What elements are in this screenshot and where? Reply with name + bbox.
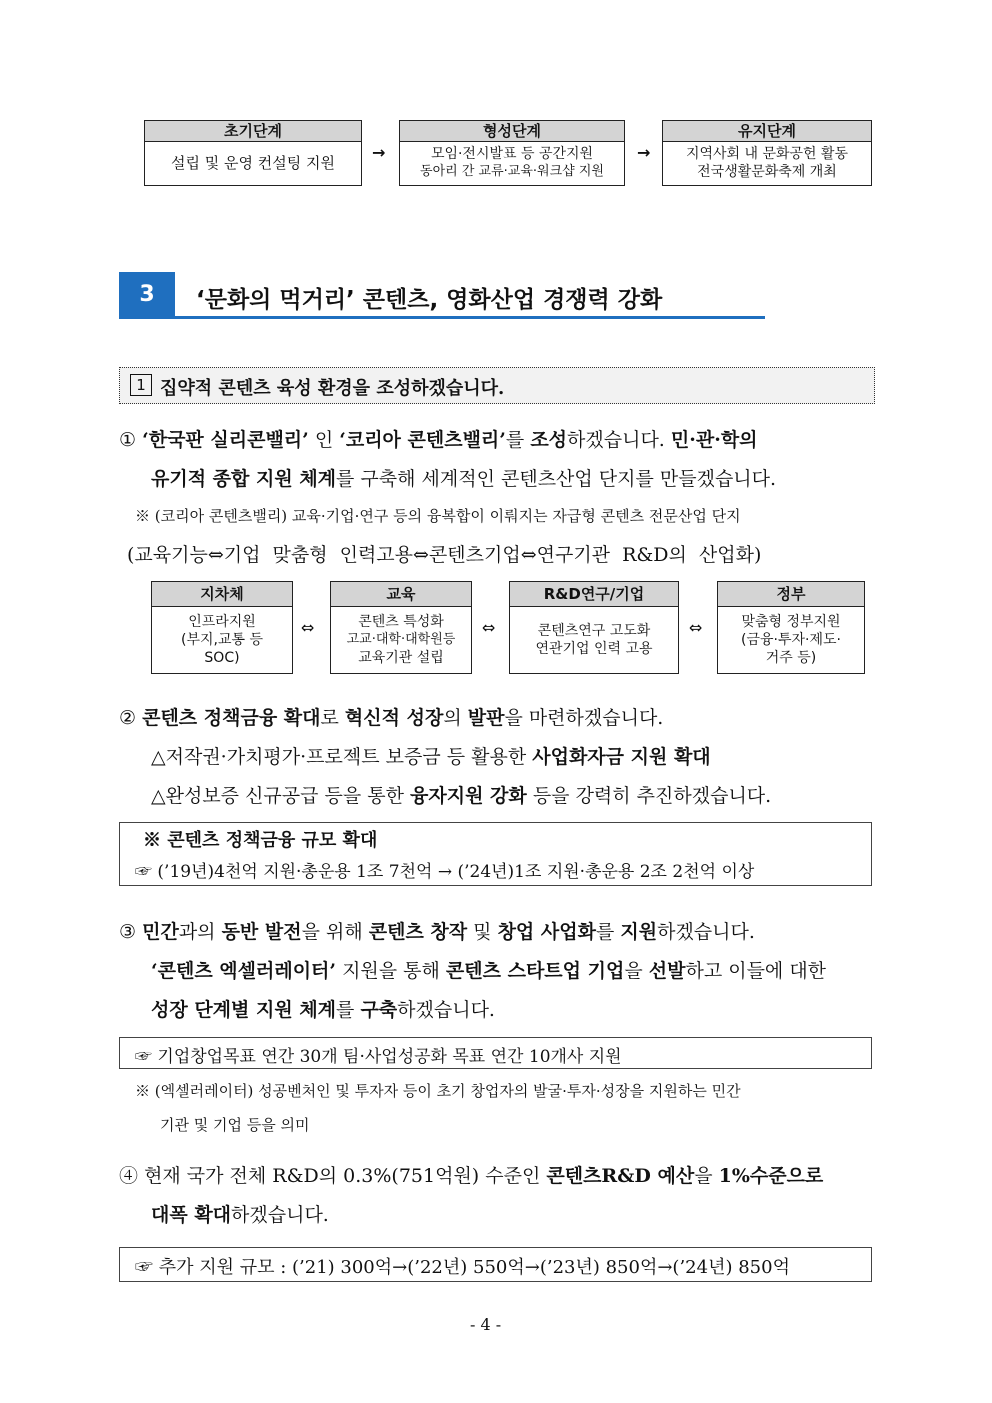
bold-text: 콘텐츠 창작 — [368, 921, 468, 943]
partner-box-government — [717, 581, 865, 674]
text: 을 마련하겠습니다. — [504, 707, 664, 729]
partner-title: 정부 — [718, 582, 864, 607]
item3-note2: 기관 및 기업 등을 의미 — [160, 1116, 310, 1134]
bold-text: 민·관·학의 — [670, 429, 758, 451]
text: 로 — [320, 707, 345, 729]
budget-box-line: ☞ 추가 지원 규모 : (’21) 300억→(’22년) 550억→(’23년) 850억→(’24년) 850억 — [135, 1257, 790, 1278]
text: 지원을 통해 — [336, 960, 446, 982]
item4-line2 — [151, 1200, 329, 1227]
bold-text: 조성 — [530, 429, 568, 451]
section-underline — [119, 316, 765, 319]
page-number: - 4 - — [470, 1315, 502, 1334]
partner-line: (금융·투자·제도· — [741, 632, 841, 648]
item2-line1 — [119, 703, 663, 730]
stage-title: 유지단계 — [663, 121, 871, 142]
stage-line: 전국생활문화축제 개최 — [697, 164, 837, 180]
section-number-badge — [119, 272, 175, 318]
text: △완성보증 신규공급 등을 통한 — [151, 785, 411, 807]
text: 를 구축해 세계적인 콘텐츠산업 단지를 만들겠습니다. — [336, 468, 777, 490]
partner-line: (부지,교통 등 — [181, 632, 263, 648]
item2-sub1 — [151, 742, 711, 769]
partner-line: 거주 등) — [765, 650, 817, 666]
item3-line1 — [119, 917, 755, 944]
stage-line: 동아리 간 교류·교육·워크샵 지원 — [420, 164, 604, 179]
partner-line: 연관기업 인력 고용 — [535, 641, 653, 657]
text: 을 — [624, 960, 649, 982]
bold-text: 지원 — [620, 921, 658, 943]
bold-text: 콘텐츠 스타트업 기업 — [445, 960, 625, 982]
item-number: ① — [119, 429, 137, 451]
stage-title: 초기단계 — [145, 121, 361, 142]
text: 하겠습니다. — [567, 429, 671, 451]
stage-box-maintain — [662, 120, 872, 186]
stage-box-formation — [399, 120, 625, 186]
stage-line: 모임·전시발표 등 공간지원 — [430, 146, 594, 162]
item1-note: ※ (코리아 콘텐츠밸리) 교육·기업·연구 등의 융복합이 이뤄지는 자급형 콘텐츠 전문산업 단지 — [135, 507, 741, 525]
stage-box-early — [144, 120, 362, 186]
text: 를 — [505, 429, 531, 451]
bold-text: 사업화자금 지원 확대 — [532, 746, 711, 768]
partner-arrow: ⇔ — [301, 618, 315, 637]
text: 하겠습니다. — [231, 1204, 329, 1226]
item1-line1 — [119, 425, 758, 452]
text: 를 — [336, 999, 361, 1021]
partner-line: 고교·대학·대학원등 — [346, 632, 456, 647]
bold-text: 콘텐츠 정책금융 확대 — [142, 707, 321, 729]
bold-text: ‘콘텐츠 엑셀러레이터’ — [151, 960, 337, 982]
partner-line: 콘텐츠 특성화 — [358, 614, 444, 630]
item4-line1 — [119, 1161, 823, 1188]
bold-text: 혁신적 성장 — [344, 707, 444, 729]
item1-line2 — [151, 464, 776, 491]
partner-line: 맞춤형 정부지원 — [741, 614, 841, 630]
partner-box-rnd — [509, 581, 679, 674]
stage-arrow: → — [372, 143, 386, 162]
finance-box-line: ☞ (’19년)4천억 지원·총운용 1조 7천억 → (’24년)1조 지원·총운용 2조 2천억 이상 — [135, 862, 755, 882]
item-number: ③ — [119, 921, 137, 943]
text: 하고 이들에 대한 — [685, 960, 827, 982]
partner-arrow: ⇔ — [482, 618, 496, 637]
bold-text: 성장 단계별 지원 체계 — [151, 999, 337, 1021]
partner-line: 인프라지원 — [188, 614, 256, 630]
partner-title: 지차체 — [152, 582, 292, 607]
text: 등을 강력히 추진하겠습니다. — [526, 785, 772, 807]
bold-text: ‘코리아 콘텐츠밸리’ — [339, 429, 506, 451]
partner-arrow: ⇔ — [689, 618, 703, 637]
item2-sub2 — [151, 781, 771, 808]
text: 인 — [308, 429, 340, 451]
text: 및 — [467, 921, 498, 943]
partner-title: R&D연구/기업 — [510, 582, 678, 607]
item3-note1: ※ (엑셀러레이터) 성공벤처인 및 투자자 등이 초기 창업자의 발굴·투자·성장을 지원하는 민간 — [135, 1082, 741, 1100]
item-number: ② — [119, 707, 137, 729]
subsection-number: 1 — [130, 374, 152, 396]
partner-title: 교육 — [331, 582, 471, 607]
partner-box-local — [151, 581, 293, 674]
stage-line: 지역사회 내 문화공헌 활동 — [685, 146, 849, 162]
bold-text: 민간 — [142, 921, 179, 943]
text: 의 — [443, 707, 468, 729]
item3-line3 — [151, 995, 495, 1022]
text: △저작권·가치평가·프로젝트 보증금 등 활용한 — [151, 746, 533, 768]
text: 을 — [694, 1165, 719, 1187]
bold-text: 유기적 종합 지원 체계 — [151, 468, 337, 490]
bold-text: 1%수준으로 — [718, 1165, 824, 1187]
text: 하겠습니다. — [397, 999, 495, 1021]
partner-box-education — [330, 581, 472, 674]
bold-text: 동반 발전 — [221, 921, 302, 943]
bold-text: ‘한국판 실리콘밸리’ — [142, 429, 309, 451]
stage-line: 설립 및 운영 컨설팅 지원 — [171, 154, 335, 172]
text: 을 위해 — [301, 921, 369, 943]
subsection-title: 집약적 콘텐츠 육성 환경을 조성하겠습니다. — [160, 378, 505, 399]
section-title: ‘문화의 먹거리’ 콘텐츠, 영화산업 경쟁력 강화 — [196, 287, 663, 313]
partner-line: 교육기관 설립 — [358, 650, 444, 666]
item-number: ④ — [119, 1165, 139, 1187]
bold-text: 선발 — [648, 960, 686, 982]
text: 과의 — [178, 921, 222, 943]
text: 를 — [595, 921, 621, 943]
stage-title: 형성단계 — [400, 121, 624, 142]
text: 하겠습니다. — [657, 921, 755, 943]
partner-line: 콘텐츠연구 고도화 — [537, 623, 651, 639]
text: 현재 국가 전체 R&D의 0.3%(751억원) 수준인 — [144, 1165, 547, 1187]
bold-text: 창업 사업화 — [497, 921, 596, 943]
bold-text: 발판 — [467, 707, 505, 729]
section-number: 3 — [139, 282, 155, 307]
bold-text: 콘텐츠R&D 예산 — [546, 1165, 695, 1187]
item1-flow: (교육기능⇔기업 맞춤형 인력고용⇔콘텐츠기업⇔연구기관 R&D의 산업화) — [127, 544, 762, 566]
partner-line: SOC) — [204, 650, 240, 666]
bold-text: 융자지원 강화 — [410, 785, 527, 807]
bold-text: 구축 — [360, 999, 398, 1021]
item3-line2 — [151, 956, 826, 983]
bold-text: 대폭 확대 — [151, 1204, 232, 1226]
stage-arrow: → — [637, 143, 651, 162]
startup-box-line: ☞ 기업창업목표 연간 30개 팀·사업성공화 목표 연간 10개사 지원 — [135, 1047, 622, 1067]
finance-box-title: ※ 콘텐츠 정책금융 규모 확대 — [143, 830, 378, 851]
